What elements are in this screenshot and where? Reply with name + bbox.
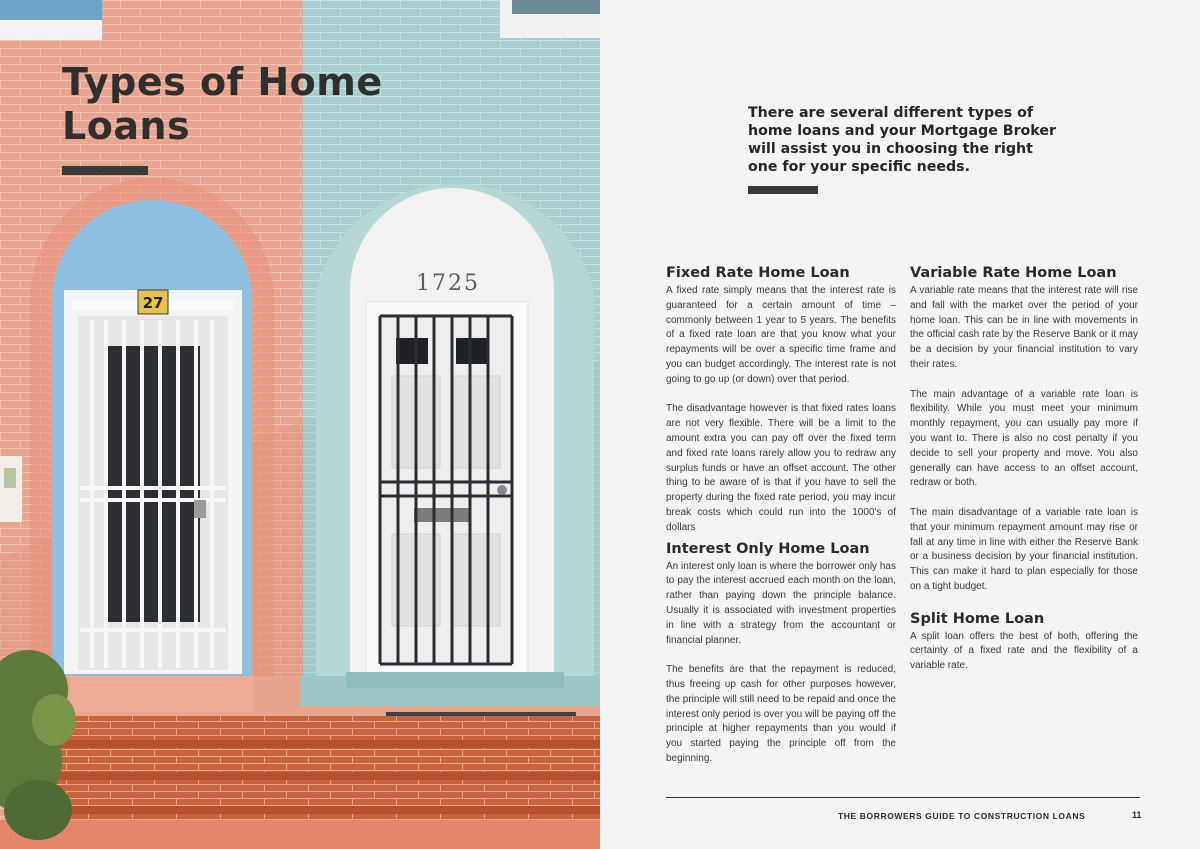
footer-title: THE BORROWERS GUIDE TO CONSTRUCTION LOANS xyxy=(838,811,1086,821)
variable-rate-paragraph-1: A variable rate means that the interest rate will rise and fall with the market over the period of your home loan. This can be in line with movements in the official cash rate by the Reserve Bank or it may be a decision by your financial institution to vary their rates. xyxy=(910,285,1138,370)
interest-only-paragraph-1: An interest only loan is where the borrower only has to pay the interest accrued each month on the loan, rather than paying down the principle balance. Usually it is associated with investment properties in line with a strategy from the accountant or financial planner. xyxy=(666,560,896,646)
footer-divider xyxy=(666,797,1140,798)
variable-rate-paragraph-3: The main disadvantage of a variable rate loan is that your minimum repayment amount may rise or fall at any time in line with either the Reserve Bank or a business decision by your financial institution. This can make it hard to plan especially for those on a tight budget. xyxy=(910,506,1138,592)
intro-underline xyxy=(748,186,818,194)
page-title: Types of Home Loans xyxy=(62,60,383,148)
interest-only-heading: Interest Only Home Loan xyxy=(666,540,870,557)
fixed-rate-paragraph-2: The disadvantage however is that fixed rates loans are not very flexible. There will be a limit to the amount extra you can pay off over the fixed term and fixed rate loans rarely allow you to redraw any surplus funds or have an offset account. The other thing to be aware of is that if you have to sell the property during the fixed rate period, you may incur break costs which could run into the 1000's of dollars xyxy=(666,403,896,533)
left-column xyxy=(666,264,896,771)
right-house-number: 1725 xyxy=(416,271,480,296)
intro-text: There are several different types of home loans and your Mortgage Broker will assist you in choosing the right one for your specific needs. xyxy=(748,105,1056,175)
title-underline xyxy=(62,166,148,175)
split-loan-paragraph: A split loan offers the best of both, offering the certainty of a fixed rate and the flexibility of a variable rate. xyxy=(910,630,1138,672)
text-page xyxy=(600,0,1200,849)
right-column xyxy=(910,264,1138,689)
variable-rate-heading: Variable Rate Home Loan xyxy=(910,265,1117,281)
left-house-number: 27 xyxy=(142,294,164,312)
fixed-rate-heading: Fixed Rate Home Loan xyxy=(666,265,850,281)
fixed-rate-paragraph-1: A fixed rate simply means that the interest rate is guaranteed for a certain amount of time – commonly between 1 year to 5 years. The benefits of a fixed rate loan are that you know what your repayments will be over a specific time frame and you can budget accordingly. The interest rate is not going to go up (or down) over that period. xyxy=(666,285,896,385)
split-loan-heading: Split Home Loan xyxy=(910,610,1045,627)
variable-rate-paragraph-2: The main advantage of a variable rate loan is flexibility. While you must meet your minimum monthly repayment, you can usually pay more if you want to. There is also no cost penalty if you decide to sell your property and move. You also generally can have access to an offset account, redraw or both. xyxy=(910,388,1138,489)
interest-only-paragraph-2: The benefits are that the repayment is reduced, thus freeing up cash for other purposes however, the principle will still need to be repaid and once the interest only period is over you will be paying off the principle at higher repayments than you would if you started paying the principle off from the beginning. xyxy=(666,664,896,764)
page-number: 11 xyxy=(1132,810,1142,820)
